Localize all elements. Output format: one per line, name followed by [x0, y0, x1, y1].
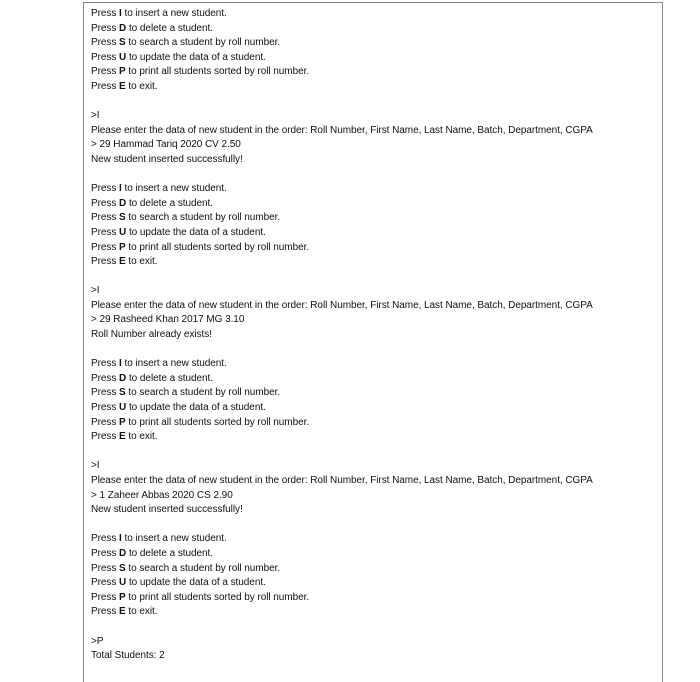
menu-item-delete: Press D to delete a student.: [91, 372, 214, 384]
command-block: [91, 109, 661, 167]
menu-item-exit: Press E to exit.: [91, 606, 158, 618]
menu-item-search: Press S to search a student by roll number.: [91, 562, 281, 574]
menu-item-insert: Press I to insert a new student.: [91, 8, 227, 19]
menu-item-update: Press U to update the data of a student.: [91, 577, 266, 589]
prompt-line: Please enter the data of new student in the order: Roll Number, First Name, Last Name, Batch, Department, CGPA: [91, 124, 593, 136]
command-line: >I: [91, 285, 100, 297]
menu-block: [91, 7, 661, 95]
menu-item-insert: Press I to insert a new student.: [91, 533, 227, 545]
menu-block: [91, 532, 661, 620]
final-block: [91, 635, 661, 664]
menu-item-exit: Press E to exit.: [91, 80, 158, 92]
menu-item-exit: Press E to exit.: [91, 256, 158, 268]
menu-block: [91, 182, 661, 270]
console-transcript: [91, 7, 661, 664]
result-line: New student inserted successfully!: [91, 153, 243, 165]
menu-item-update: Press U to update the data of a student.: [91, 51, 266, 63]
menu-item-print: Press P to print all students sorted by roll number.: [91, 591, 310, 603]
prompt-line: Please enter the data of new student in the order: Roll Number, First Name, Last Name, Batch, Department, CGPA: [91, 299, 593, 311]
menu-item-delete: Press D to delete a student.: [91, 547, 214, 559]
menu-item-print: Press P to print all students sorted by roll number.: [91, 416, 310, 428]
menu-item-search: Press S to search a student by roll number.: [91, 37, 281, 49]
command-line: >P: [91, 635, 104, 647]
prompt-line: Please enter the data of new student in the order: Roll Number, First Name, Last Name, Batch, Department, CGPA: [91, 475, 593, 486]
result-line: Roll Number already exists!: [91, 329, 212, 341]
menu-block: [91, 357, 661, 445]
menu-item-update: Press U to update the data of a student.: [91, 226, 266, 238]
menu-item-delete: Press D to delete a student.: [91, 197, 214, 209]
menu-item-exit: Press E to exit.: [91, 431, 158, 443]
total-students-line: Total Students: 2: [91, 650, 165, 662]
result-line: New student inserted successfully!: [91, 504, 243, 516]
menu-item-delete: Press D to delete a student.: [91, 22, 214, 34]
command-block: [91, 284, 661, 342]
command-block: [91, 459, 661, 517]
menu-item-insert: Press I to insert a new student.: [91, 358, 227, 370]
menu-item-update: Press U to update the data of a student.: [91, 402, 266, 414]
menu-item-insert: Press I to insert a new student.: [91, 183, 227, 195]
menu-item-print: Press P to print all students sorted by roll number.: [91, 66, 310, 78]
menu-item-search: Press S to search a student by roll number.: [91, 387, 281, 399]
menu-item-print: Press P to print all students sorted by roll number.: [91, 241, 310, 253]
input-line: > 1 Zaheer Abbas 2020 CS 2.90: [91, 489, 233, 501]
input-line: > 29 Hammad Tariq 2020 CV 2.50: [91, 139, 241, 151]
menu-item-search: Press S to search a student by roll number.: [91, 212, 281, 224]
input-line: > 29 Rasheed Khan 2017 MG 3.10: [91, 314, 245, 326]
command-line: >I: [91, 110, 100, 122]
command-line: >I: [91, 460, 100, 472]
